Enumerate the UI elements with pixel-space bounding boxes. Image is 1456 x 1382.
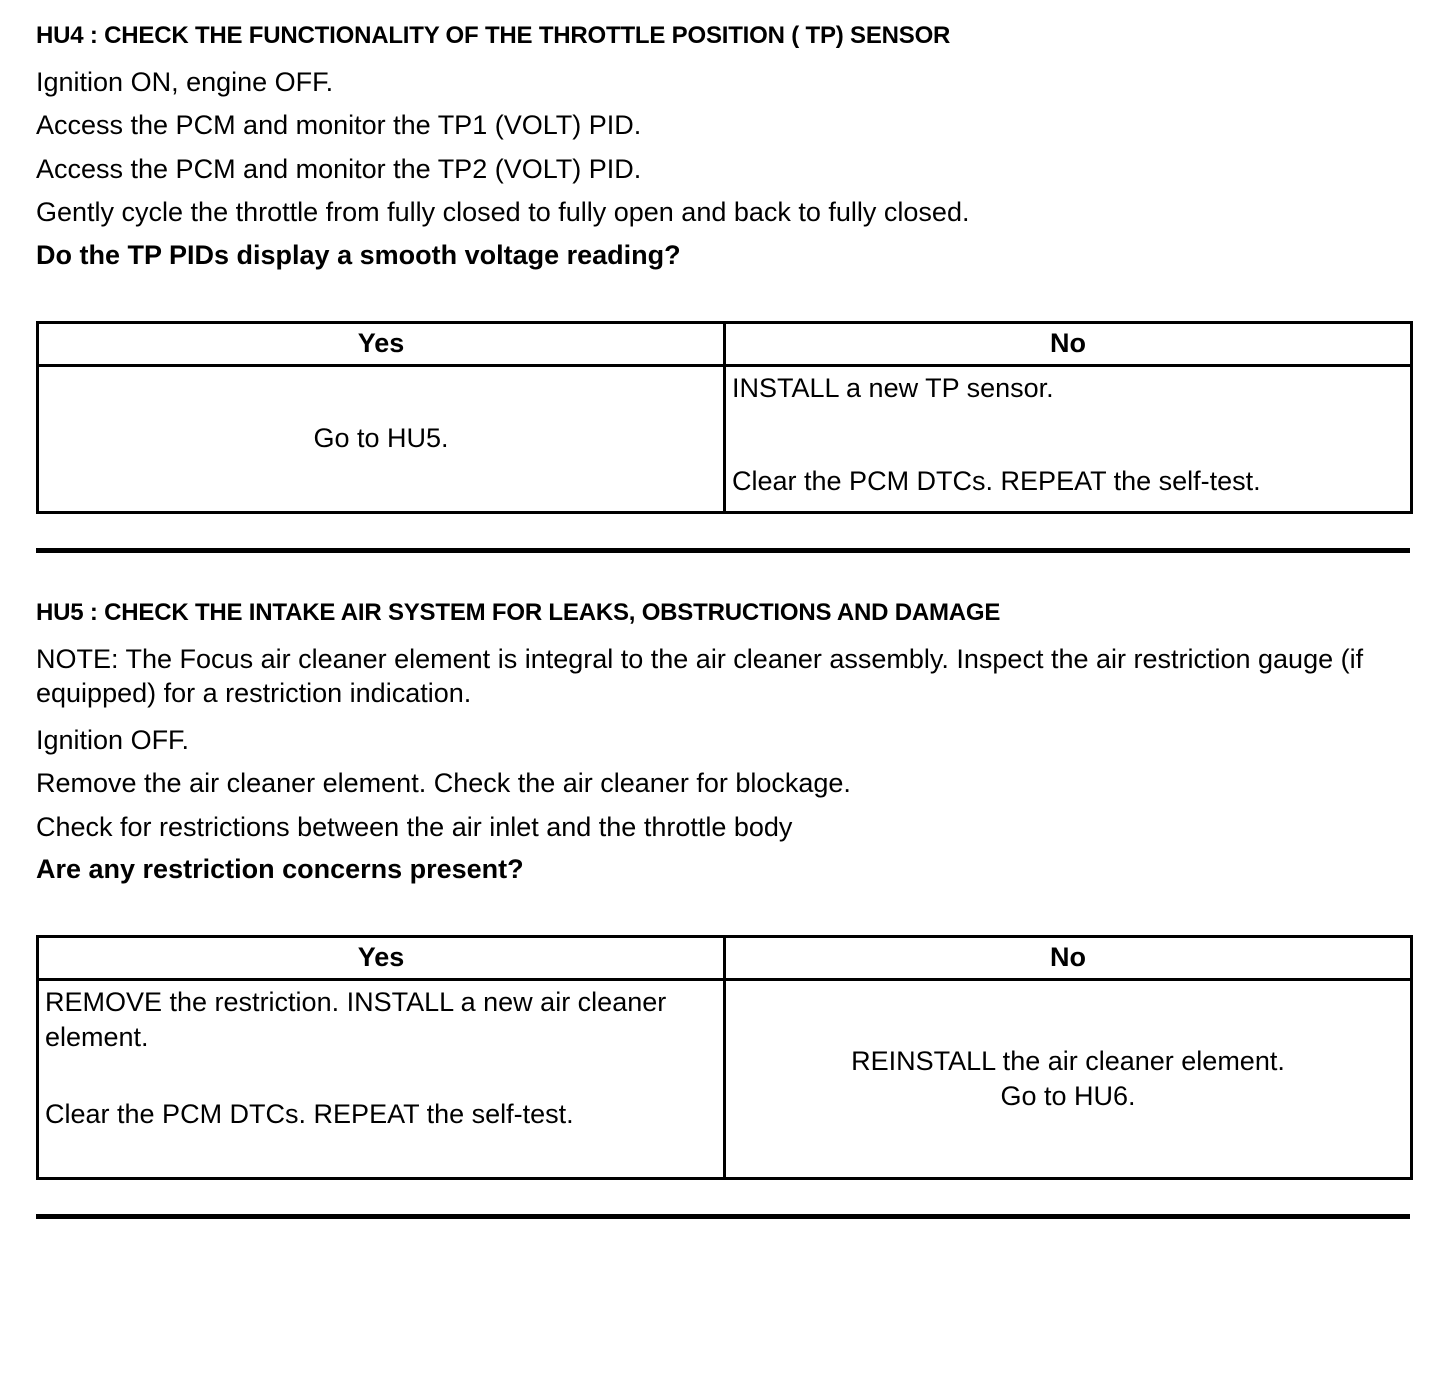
table-header-row bbox=[38, 322, 1412, 365]
cell-no-text-line1: INSTALL a new TP sensor. bbox=[732, 372, 1054, 403]
table-header-no: No bbox=[725, 322, 1412, 365]
cell-yes-text-wrap bbox=[39, 981, 723, 1177]
step-line-hu5-1: Ignition OFF. bbox=[36, 724, 190, 755]
cell-no-text-line1: REINSTALL the air cleaner element. bbox=[851, 1046, 1285, 1077]
cell-yes-gap bbox=[45, 1055, 717, 1097]
cell-yes-text: Go to HU5. bbox=[313, 423, 449, 454]
table-row bbox=[38, 980, 1412, 1179]
table-cell-yes bbox=[38, 365, 725, 512]
step-note-hu5: NOTE: The Focus air cleaner element is integral to the air cleaner assembly. Inspect the air restriction gauge (if equipped) for a restriction indication. bbox=[36, 643, 1364, 709]
step-line-hu4-4: Gently cycle the throttle from fully closed to fully open and back to fully closed. bbox=[36, 197, 970, 228]
cell-no-gap bbox=[732, 406, 1404, 464]
step-question-hu4: Do the TP PIDs display a smooth voltage reading? bbox=[36, 239, 681, 270]
table-cell-no bbox=[725, 980, 1412, 1179]
section-divider-wrap-2 bbox=[0, 1214, 1456, 1219]
step-line-hu4-3: Access the PCM and monitor the TP2 (VOLT) PID. bbox=[36, 153, 642, 184]
cell-yes-text-wrap bbox=[39, 367, 723, 511]
step-line-hu4-1: Ignition ON, engine OFF. bbox=[36, 66, 334, 97]
step-line-hu4-2: Access the PCM and monitor the TP1 (VOLT) PID. bbox=[36, 110, 642, 141]
cell-no-text-line2: Go to HU6. bbox=[1000, 1081, 1136, 1112]
spacer bbox=[36, 897, 1420, 927]
cell-no-text-wrap bbox=[726, 981, 1410, 1177]
decision-table-hu4 bbox=[36, 321, 1413, 514]
step-line-hu5-2: Remove the air cleaner element. Check the air cleaner for blockage. bbox=[36, 768, 851, 799]
cell-no-text-wrap bbox=[726, 367, 1410, 511]
document-page bbox=[0, 0, 1456, 514]
cell-no-text-line2: Clear the PCM DTCs. REPEAT the self-test. bbox=[732, 465, 1261, 496]
section-hu5 bbox=[36, 599, 1420, 1180]
table-header-yes: Yes bbox=[38, 937, 725, 980]
table-row bbox=[38, 365, 1412, 512]
decision-table-hu5 bbox=[36, 935, 1413, 1180]
section-divider-2 bbox=[36, 1214, 1410, 1219]
cell-yes-text-line1: REMOVE the restriction. INSTALL a new air cleaner element. bbox=[45, 987, 667, 1053]
section-hu4 bbox=[36, 22, 1420, 514]
step-question-hu5: Are any restriction concerns present? bbox=[36, 854, 524, 885]
step-line-hu5-3: Check for restrictions between the air inlet and the throttle body bbox=[36, 811, 793, 842]
table-cell-yes bbox=[38, 980, 725, 1179]
table-header-row bbox=[38, 937, 1412, 980]
section-title-hu4: HU4 : CHECK THE FUNCTIONALITY OF THE THROTTLE POSITION ( TP) SENSOR bbox=[36, 22, 951, 49]
section-title-hu5: HU5 : CHECK THE INTAKE AIR SYSTEM FOR LEAKS, OBSTRUCTIONS AND DAMAGE bbox=[36, 598, 1001, 626]
spacer bbox=[36, 283, 1420, 313]
table-cell-no bbox=[725, 365, 1412, 512]
document-page-2 bbox=[0, 553, 1456, 1180]
table-header-no: No bbox=[725, 937, 1412, 980]
cell-yes-text-line2: Clear the PCM DTCs. REPEAT the self-test. bbox=[45, 1099, 574, 1130]
table-header-yes: Yes bbox=[38, 322, 725, 365]
